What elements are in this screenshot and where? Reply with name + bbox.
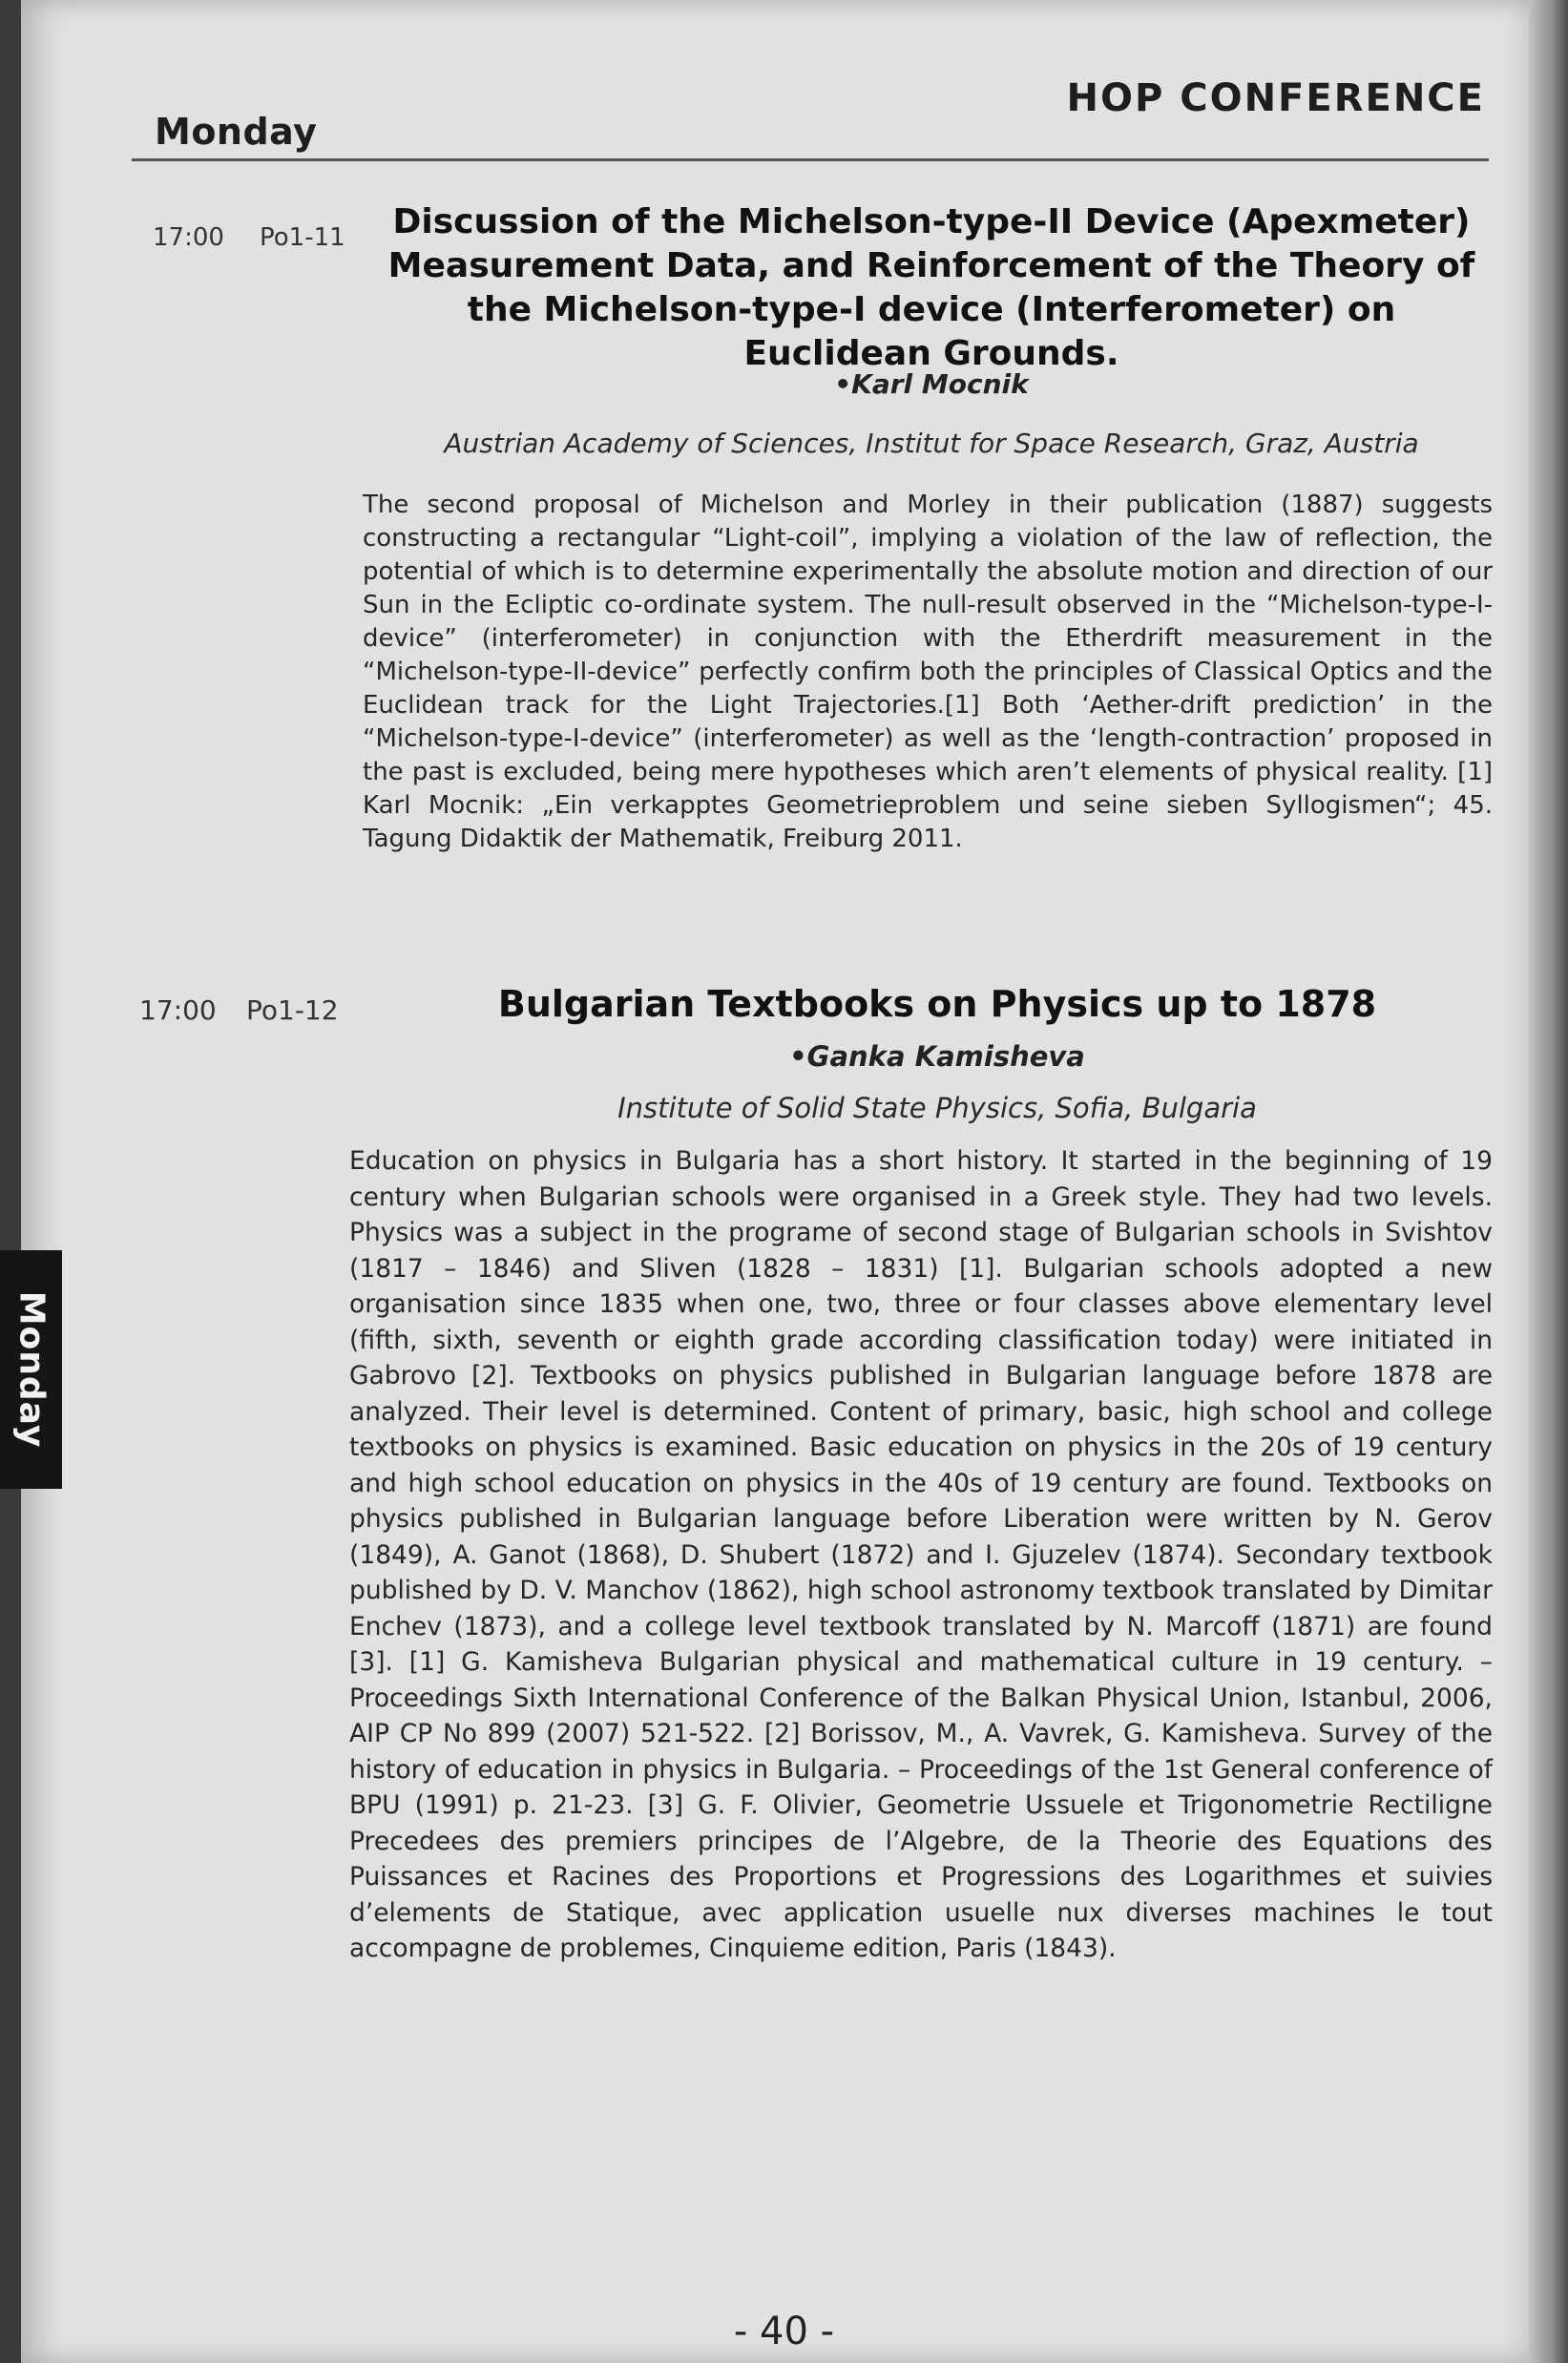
entry-author: •Ganka Kamisheva	[789, 1040, 1085, 1073]
side-tab-label: Monday	[11, 1290, 51, 1449]
entry-affiliation: Institute of Solid State Physics, Sofia, Bulgaria	[617, 1092, 1257, 1124]
entry-code: Po1-11	[260, 223, 345, 252]
side-day-tab	[0, 1250, 62, 1489]
entry-author: •Karl Mocnik	[834, 368, 1029, 400]
entry-title: Discussion of the Michelson-type-II Device (Apexmeter) Measurement Data, and Reinforcement of the Theory of the Michelson-type-I device (Interferometer) on Euclidean Grounds.	[387, 202, 1475, 373]
entry-affiliation: Austrian Academy of Sciences, Institut for Space Research, Graz, Austria	[444, 428, 1419, 459]
entry-code: Po1-12	[246, 994, 339, 1026]
entry-time: 17:00	[153, 223, 224, 252]
entry-abstract: The second proposal of Michelson and Morley in their publication (1887) suggests constructing a rectangular “Light-coil”, implying a violation of the law of reflection, the potential of which is to determine experimentally the absolute motion and direction of our Sun in the Ecliptic co-ordinate system. The null-result observed in the “Michelson-type-I-device” (interferometer) in conjunction with the Etherdrift measurement in the “Michelson-type-II-device” perfectly confirm both the principles of Classical Optics and the Euclidean track for the Light Trajectories.[1] Both ‘Aether-drift prediction’ in the “Michelson-type-I-device” (interferometer) as well as the ‘length-contraction’ proposed in the past is excluded, being mere hypotheses which aren’t elements of physical reality. [1] Karl Mocnik: „Ein verkapptes Geometrieproblem und seine sieben Syllogismen“; 45. Tagung Didaktik der Mathematik, Freiburg 2011.	[363, 491, 1493, 853]
page-header	[132, 63, 1489, 161]
page-number: - 40 -	[733, 2310, 835, 2353]
entry-title: Bulgarian Textbooks on Physics up to 1878	[497, 983, 1377, 1025]
entry-abstract: Education on physics in Bulgaria has a short history. It started in the beginning of 19 century when Bulgarian schools were organised in a Greek style. They had two levels. Physics was a subject in the programe of second stage of Bulgarian schools in Svishtov (1817 – 1846) and Sliven (1828 – 1831) [1]. Bulgarian schools adopted a new organisation since 1835 when one, two, three or four classes above elementary level (fifth, sixth, seventh or eighth grade according classification today) were initiated in Gabrovo [2]. Textbooks on physics published in Bulgarian language before 1878 are analyzed. Their level is determined. Content of primary, basic, high school and college textbooks on physics is examined. Basic education on physics in the 20s of 19 century and high school education on physics in the 40s of 19 century are found. Textbooks on physics published in Bulgarian language before Liberation were written by N. Gerov (1849), A. Ganot (1868), D. Shubert (1872) and I. Gjuzelev (1874). Secondary textbook published by D. V. Manchov (1862), high school astronomy textbook translated by Dimitar Enchev (1873), and a college level textbook translated by N. Marcoff (1871) are found [3]. [1] G. Kamisheva Bulgarian physical and mathematical culture in 19 century. – Proceedings Sixth International Conference of the Balkan Physical Union, Istanbul, 2006, AIP CP No 899 (2007) 521-522. [2] Borissov, M., A. Vavrek, G. Kamisheva. Survey of the history of education in physics in Bulgaria. – Proceedings of the 1st General conference of BPU (1991) p. 21-23. [3] G. F. Olivier, Geometrie Ussuele et Trigonometrie Rectiligne Precedees des premiers principes de l’Algebre, de la Theorie des Equations des Puissances et Racines des Proportions et Progressions des Logarithmes et suivies d’elements de Statique, avec application usuelle nux diverses machines le tout accompagne de problemes, Cinquieme edition, Paris (1843).	[349, 1146, 1493, 1963]
header-day: Monday	[155, 111, 318, 153]
page-edge	[1529, 0, 1568, 2363]
header-conference: HOP CONFERENCE	[1066, 76, 1485, 120]
entry-time: 17:00	[139, 994, 217, 1026]
